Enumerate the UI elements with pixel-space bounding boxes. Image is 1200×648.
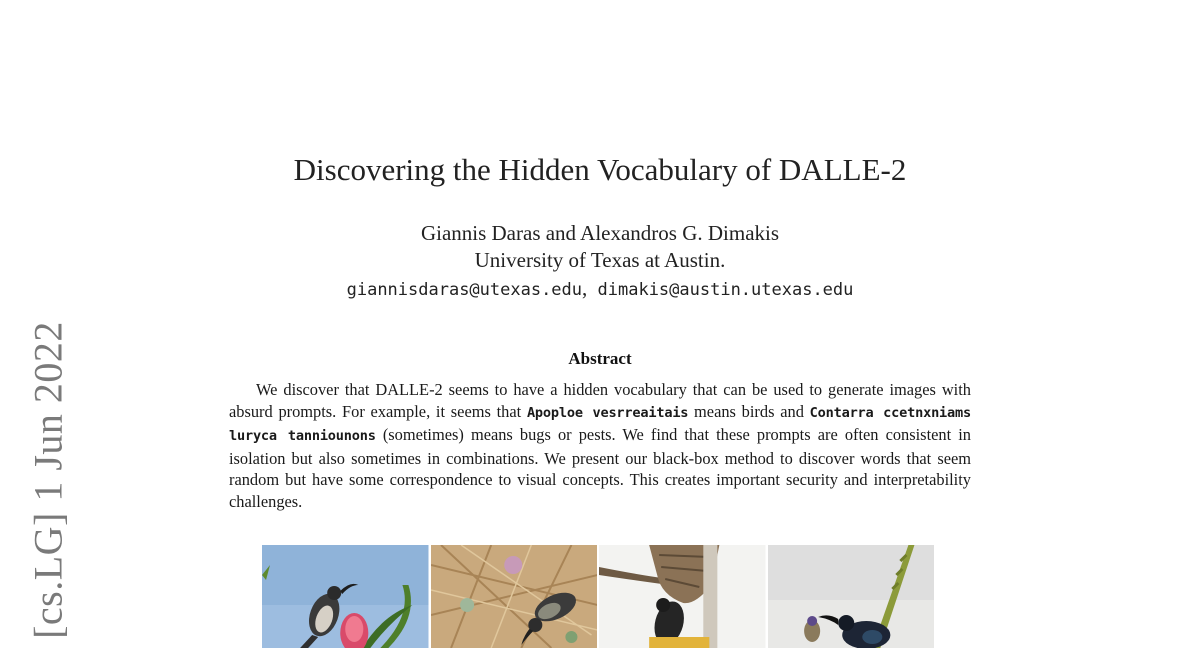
bird-on-nest-photo bbox=[599, 545, 766, 648]
paper-title: Discovering the Hidden Vocabulary of DALLE-2 bbox=[293, 152, 907, 187]
abstract-text-part-2: means birds and bbox=[688, 401, 810, 421]
email-link-dimakis[interactable]: dimakis@austin.utexas.edu bbox=[597, 280, 854, 300]
abstract-heading: Abstract bbox=[568, 349, 632, 368]
abstract-text bbox=[229, 379, 971, 512]
email-line bbox=[0, 274, 1200, 304]
bird-on-dry-grass-photo bbox=[431, 545, 598, 648]
figure-image-strip bbox=[262, 545, 934, 648]
prompt-bugs: Contarra ccetnxniams luryca tanniounons bbox=[229, 404, 971, 444]
affiliation: University of Texas at Austin. bbox=[474, 248, 726, 272]
prompt-birds: Apoploe vesrreaitais bbox=[526, 404, 689, 421]
email-link-giannis[interactable]: giannisdaras@utexas.edu bbox=[346, 280, 583, 300]
abstract-text-part-1: We discover that DALLE-2 seems to have a hidden vocabulary that can be used to generate images with absurd prompts. For example, it seems that bbox=[229, 380, 971, 421]
bird-on-stem-photo bbox=[768, 545, 935, 648]
arxiv-stamp: [cs.LG] 1 Jun 2022 bbox=[25, 321, 71, 639]
email-separator: , bbox=[582, 276, 588, 300]
bird-on-flower-photo bbox=[262, 545, 429, 648]
abstract-text-part-3: (sometimes) means bugs or pests. We find that these prompts are often consistent in isolation but also sometimes in combinations. We present our black-box method to discover words that seem random but have some correspondence to visual concepts. This creates important security and interpretability challenges. bbox=[229, 425, 971, 511]
author-names: Giannis Daras and Alexandros G. Dimakis bbox=[420, 221, 780, 245]
author-block bbox=[0, 220, 1200, 304]
